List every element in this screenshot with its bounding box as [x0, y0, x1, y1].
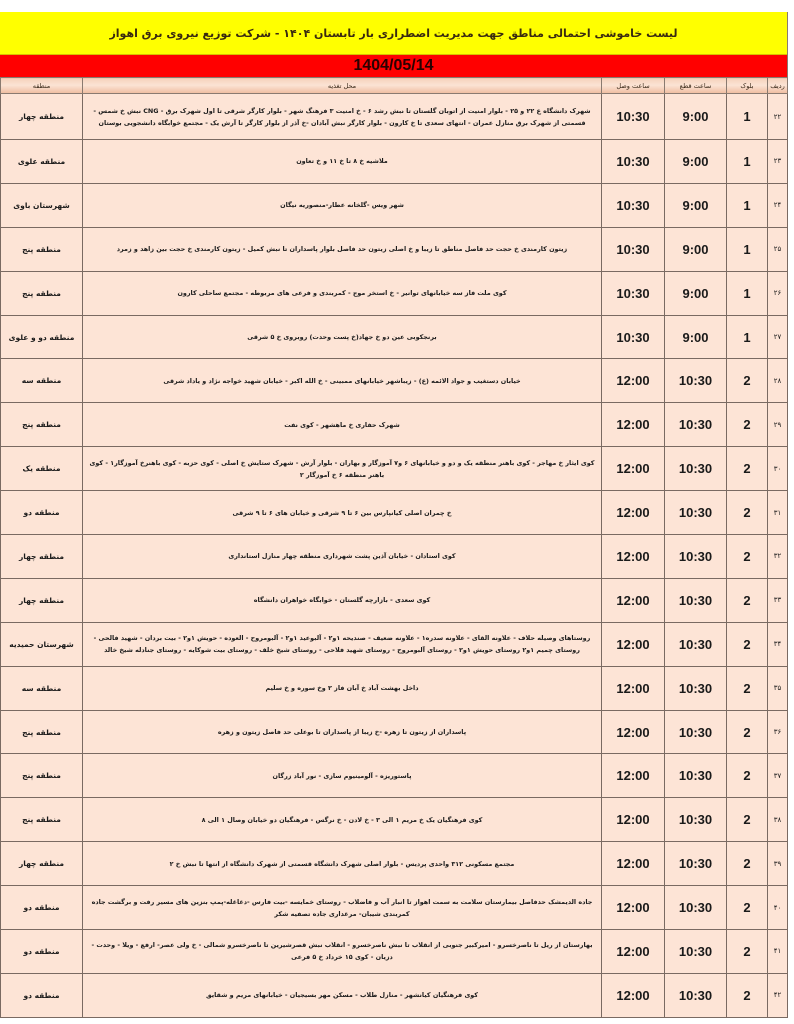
block-number: 2 — [727, 359, 768, 403]
feeder-location: بهارستان از ریل تا ناصرخسرو - امیرکبیر جنوبی از انقلاب تا نبش ناصرخسرو - انقلاب نبش قصرشیرین تا ناصرخسرو شمالی - خ ولی عصر- ارفع - ویلا - وحدت - دزیان - کوی ۱۵ خرداد خ ۵ فرعی — [83, 930, 602, 974]
outage-table — [0, 77, 788, 1018]
feeder-location: جاده الدیمشک حدفاصل بیمارستان سلامت به سمت اهواز تا انبار آب و فاضلاب - روستای خمایسه -بیت فارس -دغاغله-پمپ بنزین های مسیر رفت و برگشت جاده کمربندی شیبان- مرغداری جاده تصفیه شکر — [83, 886, 602, 930]
cut-time: 10:30 — [665, 491, 727, 535]
reconnect-time: 10:30 — [602, 315, 665, 359]
feeder-location: داخل بهشت آباد خ آبان فاز ۲ وخ سوره و خ سلیم — [83, 666, 602, 710]
block-number: 2 — [727, 447, 768, 491]
feeder-location: پاستوریزه - آلومینیوم سازی - نور آباد زرگان — [83, 754, 602, 798]
feeder-location: کوی سعدی - بازارچه گلستان - خوابگاه خواهران دانشگاه — [83, 578, 602, 622]
region-name: شهرستان باوی — [1, 183, 83, 227]
feeder-location: کوی ملت فاز سه خیابانهای توانیر - خ استخر موج - کمربندی و فرعی های مربوطه - مجتمع ساحلی کارون — [83, 271, 602, 315]
table-row — [1, 710, 788, 754]
reconnect-time: 12:00 — [602, 886, 665, 930]
row-number: ۳۴ — [768, 622, 788, 666]
block-number: 2 — [727, 798, 768, 842]
table-row — [1, 973, 788, 1017]
table-row — [1, 666, 788, 710]
row-number: ۳۱ — [768, 491, 788, 535]
table-header-row — [1, 78, 788, 94]
feeder-location: زیتون کارمندی خ حجت حد فاصل مناطق تا زیبا و خ اصلی زیتون حد فاصل بلوار پاسداران تا نبش کمیل - زیتون کارمندی خ حجت بین زاهد و زمرد — [83, 227, 602, 271]
cut-time: 9:00 — [665, 183, 727, 227]
date-banner — [0, 55, 787, 77]
table-row — [1, 140, 788, 184]
row-number: ۲۴ — [768, 183, 788, 227]
cut-time: 10:30 — [665, 710, 727, 754]
block-number: 2 — [727, 886, 768, 930]
feeder-location: خیابان دستغیب و جواد الائمه (ع) - زیباشهر خیابانهای ممبینی - خ الله اکبر - خیابان شهید خواجه نژاد و یاداد شرقی — [83, 359, 602, 403]
row-number: ۳۰ — [768, 447, 788, 491]
reconnect-time: 12:00 — [602, 359, 665, 403]
reconnect-time: 12:00 — [602, 578, 665, 622]
block-number: 2 — [727, 491, 768, 535]
cut-time: 10:30 — [665, 666, 727, 710]
row-number: ۴۱ — [768, 930, 788, 974]
header-row-number: ردیف — [768, 78, 788, 94]
cut-time: 9:00 — [665, 315, 727, 359]
block-number: 1 — [727, 183, 768, 227]
table-row — [1, 403, 788, 447]
cut-time: 10:30 — [665, 754, 727, 798]
header-reconnect-time: ساعت وصل — [602, 78, 665, 94]
outage-schedule-sheet — [0, 12, 788, 1018]
feeder-location: شهر ویس -گلخانه عطار-منصوریه نیگان — [83, 183, 602, 227]
header-cut-time: ساعت قطع — [665, 78, 727, 94]
block-number: 2 — [727, 930, 768, 974]
block-number: 2 — [727, 973, 768, 1017]
region-name: منطقه دو — [1, 973, 83, 1017]
region-name: منطقه پنج — [1, 798, 83, 842]
block-number: 2 — [727, 842, 768, 886]
table-row — [1, 754, 788, 798]
feeder-location: برنجکوبی عین دو خ جهاد(خ پست وحدت) روبروی خ ۵ شرقی — [83, 315, 602, 359]
row-number: ۲۵ — [768, 227, 788, 271]
block-number: 2 — [727, 666, 768, 710]
cut-time: 10:30 — [665, 842, 727, 886]
region-name: منطقه دو — [1, 491, 83, 535]
reconnect-time: 12:00 — [602, 447, 665, 491]
block-number: 1 — [727, 94, 768, 140]
reconnect-time: 12:00 — [602, 754, 665, 798]
row-number: ۴۰ — [768, 886, 788, 930]
cut-time: 10:30 — [665, 578, 727, 622]
table-row — [1, 315, 788, 359]
region-name: منطقه پنج — [1, 271, 83, 315]
row-number: ۲۷ — [768, 315, 788, 359]
row-number: ۳۷ — [768, 754, 788, 798]
cut-time: 9:00 — [665, 140, 727, 184]
feeder-location: کوی فرهنگیان کیانشهر - منازل طلاب - مسکن مهر بسیجیان - خیابانهای مریم و شقایق — [83, 973, 602, 1017]
feeder-location: پاسداران از زیتون تا زهره -خ زیبا از پاسداران تا بوعلی حد فاصل زیتون و زهره — [83, 710, 602, 754]
cut-time: 10:30 — [665, 535, 727, 579]
feeder-location: کوی استادان - خیابان آذین پشت شهرداری منطقه چهار منازل استانداری — [83, 535, 602, 579]
cut-time: 9:00 — [665, 94, 727, 140]
reconnect-time: 12:00 — [602, 535, 665, 579]
block-number: 1 — [727, 315, 768, 359]
reconnect-time: 12:00 — [602, 930, 665, 974]
reconnect-time: 10:30 — [602, 94, 665, 140]
document-title: لیست خاموشی احتمالی مناطق جهت مدیریت اضطراری بار تابستان ۱۴۰۴ - شرکت توزیع نیروی برق اهواز — [109, 26, 678, 40]
table-row — [1, 183, 788, 227]
region-name: منطقه پنج — [1, 710, 83, 754]
table-row — [1, 578, 788, 622]
region-name: منطقه سه — [1, 666, 83, 710]
table-row — [1, 359, 788, 403]
region-name: منطقه پنج — [1, 403, 83, 447]
block-number: 2 — [727, 754, 768, 798]
table-row — [1, 886, 788, 930]
row-number: ۲۸ — [768, 359, 788, 403]
block-number: 2 — [727, 710, 768, 754]
region-name: منطقه دو — [1, 886, 83, 930]
title-banner — [0, 12, 787, 55]
feeder-location: روستاهای وصیله حلاف - علاونه القای - علاونه سدره۱ - علاونه ضعیف - صندیحه ۱و۲ - آلبوعید ۱و۲ - آلبومروح - العوده - حویش ۱و۲ - بیت بردان - شهید فالحی - روستای چمیم ۱و۲ روستای حویش ۱و۲ - روستای آلبومروح - روستای شهید فلاحی - روستای شیخ خلف - روستای بیت شوکایه - روستای جنادله شیخ خالد — [83, 622, 602, 666]
table-row — [1, 491, 788, 535]
block-number: 2 — [727, 403, 768, 447]
cut-time: 10:30 — [665, 622, 727, 666]
row-number: ۲۲ — [768, 94, 788, 140]
row-number: ۳۲ — [768, 535, 788, 579]
feeder-location: کوی ایثار خ مهاجر - کوی باهنر منطقه یک و دو و خیابانهای ۶ و۷ آموزگار و بهاران - بلوار آرش - شهرک ستایش خ اصلی - کوی حزبه - کوی باهنرخ آموزگار۱ - کوی باهنر منطقه ۶ خ آموزگار ۲ — [83, 447, 602, 491]
reconnect-time: 10:30 — [602, 227, 665, 271]
row-number: ۳۸ — [768, 798, 788, 842]
block-number: 1 — [727, 140, 768, 184]
region-name: منطقه پنج — [1, 754, 83, 798]
table-row — [1, 94, 788, 140]
reconnect-time: 12:00 — [602, 842, 665, 886]
schedule-date: 1404/05/14 — [353, 57, 434, 74]
block-number: 2 — [727, 578, 768, 622]
region-name: منطقه پنج — [1, 227, 83, 271]
region-name: منطقه یک — [1, 447, 83, 491]
reconnect-time: 10:30 — [602, 140, 665, 184]
table-row — [1, 227, 788, 271]
row-number: ۲۳ — [768, 140, 788, 184]
feeder-location: مجتمع مسکونی ۳۱۲ واحدی پردیس - بلوار اصلی شهرک دانشگاه قسمتی از شهرک دانشگاه از انتها تا نبش خ ۲ — [83, 842, 602, 886]
feeder-location: شهرک دانشگاه ع ۲۲ و ۲۵ - بلوار امنیت از اتوبان گلستان تا نبش رشد ۶ - خ امنیت ۳ فرهنگ شهر - بلوار کارگر شرقی تا اول شهرک برق - CNG نبش خ شمس - قسمتی از شهرک برق منازل عمران - انتهای سعدی تا خ کارون - بلوار کارگر نبش آبادان -خ آذر از بلوار کارگر تا آرش یک - مجتمع خوابگاه دانشجویی بوستان — [83, 94, 602, 140]
cut-time: 10:30 — [665, 886, 727, 930]
block-number: 2 — [727, 535, 768, 579]
reconnect-time: 12:00 — [602, 798, 665, 842]
region-name: شهرستان حمیدیه — [1, 622, 83, 666]
cut-time: 10:30 — [665, 403, 727, 447]
header-location: محل تغذیه — [83, 78, 602, 94]
cut-time: 9:00 — [665, 227, 727, 271]
reconnect-time: 12:00 — [602, 973, 665, 1017]
cut-time: 10:30 — [665, 359, 727, 403]
reconnect-time: 12:00 — [602, 491, 665, 535]
table-row — [1, 447, 788, 491]
table-row — [1, 271, 788, 315]
block-number: 1 — [727, 271, 768, 315]
table-row — [1, 798, 788, 842]
region-name: منطقه دو — [1, 930, 83, 974]
header-region: منطقه — [1, 78, 83, 94]
table-row — [1, 622, 788, 666]
feeder-location: کوی فرهنگیان یک خ مریم ۱ الی ۳ - خ لادن - خ نرگس - فرهنگیان دو خیابان وصال ۱ الی ۸ — [83, 798, 602, 842]
reconnect-time: 12:00 — [602, 403, 665, 447]
row-number: ۳۹ — [768, 842, 788, 886]
row-number: ۲۹ — [768, 403, 788, 447]
region-name: منطقه چهار — [1, 94, 83, 140]
header-block: بلوک — [727, 78, 768, 94]
cut-time: 10:30 — [665, 930, 727, 974]
reconnect-time: 10:30 — [602, 183, 665, 227]
reconnect-time: 10:30 — [602, 271, 665, 315]
row-number: ۳۵ — [768, 666, 788, 710]
region-name: منطقه چهار — [1, 535, 83, 579]
region-name: منطقه چهار — [1, 842, 83, 886]
feeder-location: شهرک حفاری خ ماهشهر - کوی نفت — [83, 403, 602, 447]
reconnect-time: 12:00 — [602, 622, 665, 666]
table-row — [1, 930, 788, 974]
row-number: ۳۳ — [768, 578, 788, 622]
cut-time: 10:30 — [665, 973, 727, 1017]
cut-time: 10:30 — [665, 447, 727, 491]
cut-time: 10:30 — [665, 798, 727, 842]
block-number: 2 — [727, 622, 768, 666]
cut-time: 9:00 — [665, 271, 727, 315]
feeder-location: خ چمران اصلی کیانپارس بین ۶ تا ۹ شرقی و خیابان های ۶ تا ۹ شرقی — [83, 491, 602, 535]
row-number: ۴۲ — [768, 973, 788, 1017]
feeder-location: ملاشیه خ ۸ تا خ ۱۱ و خ تعاون — [83, 140, 602, 184]
reconnect-time: 12:00 — [602, 710, 665, 754]
table-row — [1, 842, 788, 886]
table-row — [1, 535, 788, 579]
region-name: منطقه چهار — [1, 578, 83, 622]
region-name: منطقه سه — [1, 359, 83, 403]
row-number: ۳۶ — [768, 710, 788, 754]
block-number: 1 — [727, 227, 768, 271]
row-number: ۲۶ — [768, 271, 788, 315]
region-name: منطقه علوی — [1, 140, 83, 184]
reconnect-time: 12:00 — [602, 666, 665, 710]
region-name: منطقه دو و علوی — [1, 315, 83, 359]
